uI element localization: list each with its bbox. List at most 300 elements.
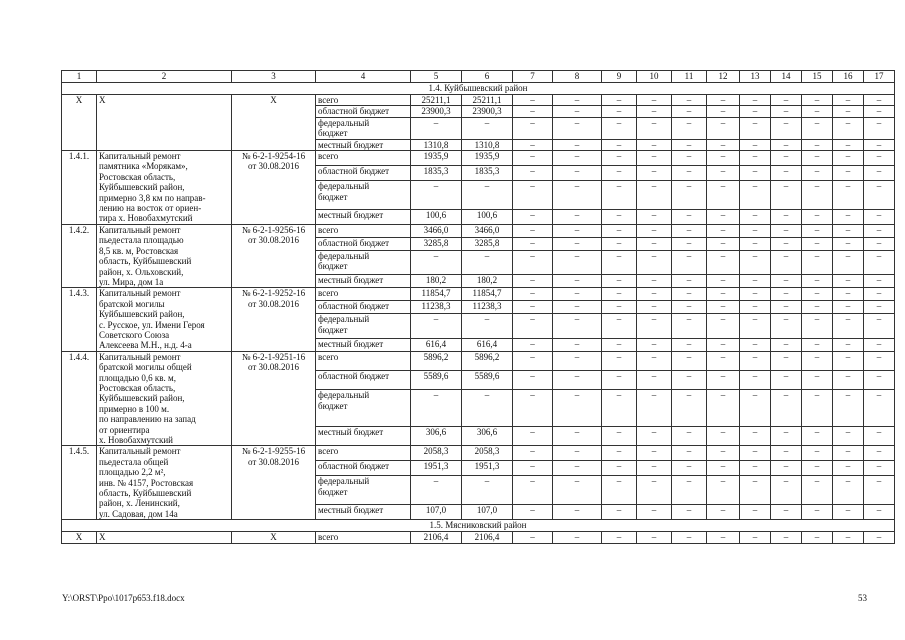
empty-value: –	[771, 151, 802, 166]
empty-value: –	[637, 117, 672, 139]
year-value: –	[462, 476, 513, 505]
empty-value: –	[672, 351, 707, 370]
column-number: 6	[462, 71, 513, 83]
empty-value: –	[802, 275, 833, 288]
empty-value: –	[513, 288, 553, 301]
work-item-name: Капитальный ремонт братской могилы Куйбышевский район, с. Русское, ул. Имени Героя Советского Союза Алексеева М.Н., н.д. 4-а	[97, 288, 232, 351]
table-row	[62, 95, 895, 106]
empty-value: –	[833, 390, 864, 427]
year-value: 2106,4	[462, 532, 513, 543]
empty-value: –	[833, 224, 864, 237]
empty-value: –	[707, 224, 740, 237]
empty-value: –	[771, 237, 802, 250]
empty-value: –	[864, 288, 895, 301]
empty-value: –	[740, 351, 771, 370]
empty-value: –	[602, 314, 637, 339]
empty-value: –	[802, 95, 833, 106]
empty-value: –	[707, 139, 740, 150]
empty-value: –	[707, 95, 740, 106]
empty-value: –	[637, 95, 672, 106]
column-number: 10	[637, 71, 672, 83]
empty-value: –	[637, 275, 672, 288]
empty-value: –	[802, 106, 833, 117]
empty-value: –	[602, 237, 637, 250]
year-value: –	[462, 181, 513, 210]
empty-value: –	[553, 139, 602, 150]
empty-value: –	[740, 338, 771, 351]
funding-source: областной бюджет	[316, 106, 411, 117]
funding-source: областной бюджет	[316, 461, 411, 476]
empty-value: –	[672, 314, 707, 339]
total-value: 1835,3	[411, 166, 462, 181]
column-number: 7	[513, 71, 553, 83]
empty-value: –	[513, 314, 553, 339]
funding-source: всего	[316, 351, 411, 370]
total-value: –	[411, 390, 462, 427]
budget-table	[61, 70, 895, 544]
empty-value: –	[833, 461, 864, 476]
table-body	[62, 71, 895, 544]
empty-value: –	[637, 390, 672, 427]
total-value: 3285,8	[411, 237, 462, 250]
empty-value: –	[833, 117, 864, 139]
empty-value: –	[802, 117, 833, 139]
work-item-document: № 6-2-1-9255-16 от 30.08.2016	[232, 446, 316, 520]
empty-value: –	[513, 505, 553, 520]
funding-source: местный бюджет	[316, 275, 411, 288]
year-value: 1951,3	[462, 461, 513, 476]
empty-value: –	[802, 476, 833, 505]
empty-value: –	[602, 181, 637, 210]
table-row	[62, 288, 895, 301]
empty-value: –	[672, 275, 707, 288]
empty-value: –	[864, 390, 895, 427]
empty-value: –	[707, 461, 740, 476]
empty-value: –	[602, 351, 637, 370]
empty-value: –	[602, 532, 637, 543]
empty-value: –	[637, 351, 672, 370]
section-row	[62, 83, 895, 95]
empty-value: –	[802, 301, 833, 314]
empty-value: –	[553, 446, 602, 461]
column-number: 11	[672, 71, 707, 83]
empty-value: –	[602, 446, 637, 461]
empty-value: –	[833, 446, 864, 461]
work-item-number: 1.4.2.	[62, 224, 97, 287]
year-value: –	[462, 117, 513, 139]
empty-value: –	[833, 288, 864, 301]
empty-value: –	[740, 139, 771, 150]
empty-value: –	[740, 288, 771, 301]
funding-source: областной бюджет	[316, 237, 411, 250]
empty-value: –	[602, 505, 637, 520]
empty-value: –	[513, 338, 553, 351]
empty-value: –	[602, 224, 637, 237]
year-value: –	[462, 314, 513, 339]
empty-value: –	[740, 371, 771, 390]
total-value: –	[411, 476, 462, 505]
empty-value: –	[802, 371, 833, 390]
empty-value: –	[637, 461, 672, 476]
empty-value: –	[672, 338, 707, 351]
table-row	[62, 532, 895, 543]
empty-value: –	[513, 476, 553, 505]
empty-value: –	[740, 106, 771, 117]
empty-value: –	[771, 338, 802, 351]
empty-value: –	[833, 532, 864, 543]
empty-value: –	[802, 505, 833, 520]
empty-value: –	[740, 461, 771, 476]
empty-value: –	[864, 181, 895, 210]
empty-value: –	[833, 237, 864, 250]
year-value: 1835,3	[462, 166, 513, 181]
table-row	[62, 224, 895, 237]
empty-value: –	[672, 95, 707, 106]
empty-value: –	[513, 427, 553, 446]
empty-value: –	[513, 461, 553, 476]
empty-value: –	[672, 181, 707, 210]
total-value: 25211,1	[411, 95, 462, 106]
column-number: 15	[802, 71, 833, 83]
empty-value: –	[637, 371, 672, 390]
empty-value: –	[513, 371, 553, 390]
empty-value: –	[707, 390, 740, 427]
empty-value: –	[602, 209, 637, 224]
empty-value: –	[833, 476, 864, 505]
empty-value: –	[672, 476, 707, 505]
empty-value: –	[637, 446, 672, 461]
funding-source: местный бюджет	[316, 338, 411, 351]
empty-value: –	[833, 301, 864, 314]
empty-value: –	[833, 166, 864, 181]
empty-value: –	[802, 446, 833, 461]
empty-value: –	[553, 314, 602, 339]
empty-value: –	[513, 151, 553, 166]
empty-value: –	[513, 117, 553, 139]
empty-value: –	[707, 338, 740, 351]
funding-source: федеральный бюджет	[316, 117, 411, 139]
year-value: 1935,9	[462, 151, 513, 166]
empty-value: –	[802, 209, 833, 224]
empty-value: –	[864, 427, 895, 446]
empty-value: –	[553, 532, 602, 543]
funding-source: всего	[316, 288, 411, 301]
work-item-document: № 6-2-1-9256-16 от 30.08.2016	[232, 224, 316, 287]
empty-value: –	[864, 301, 895, 314]
section-title: 1.5. Мясниковский район	[62, 520, 895, 532]
section-total-number: Х	[62, 95, 97, 151]
year-value: 23900,3	[462, 106, 513, 117]
empty-value: –	[637, 476, 672, 505]
empty-value: –	[513, 181, 553, 210]
total-value: 306,6	[411, 427, 462, 446]
year-value: –	[462, 250, 513, 275]
work-item-document: № 6-2-1-9252-16 от 30.08.2016	[232, 288, 316, 351]
empty-value: –	[864, 338, 895, 351]
empty-value: –	[802, 427, 833, 446]
empty-value: –	[802, 288, 833, 301]
empty-value: –	[833, 95, 864, 106]
empty-value: –	[771, 314, 802, 339]
section-title: 1.4. Куйбышевский район	[62, 83, 895, 95]
empty-value: –	[740, 314, 771, 339]
empty-value: –	[513, 237, 553, 250]
empty-value: –	[637, 224, 672, 237]
empty-value: –	[602, 390, 637, 427]
empty-value: –	[602, 250, 637, 275]
total-value: 11854,7	[411, 288, 462, 301]
empty-value: –	[740, 224, 771, 237]
empty-value: –	[802, 314, 833, 339]
empty-value: –	[864, 95, 895, 106]
empty-value: –	[740, 166, 771, 181]
empty-value: –	[771, 532, 802, 543]
work-item-number: 1.4.3.	[62, 288, 97, 351]
empty-value: –	[833, 371, 864, 390]
empty-value: –	[637, 288, 672, 301]
year-value: 25211,1	[462, 95, 513, 106]
section-total-document: Х	[232, 95, 316, 151]
empty-value: –	[740, 476, 771, 505]
empty-value: –	[864, 461, 895, 476]
year-value: 616,4	[462, 338, 513, 351]
empty-value: –	[513, 95, 553, 106]
empty-value: –	[833, 338, 864, 351]
total-value: 616,4	[411, 338, 462, 351]
empty-value: –	[707, 250, 740, 275]
empty-value: –	[802, 338, 833, 351]
empty-value: –	[637, 237, 672, 250]
empty-value: –	[602, 275, 637, 288]
empty-value: –	[771, 250, 802, 275]
total-value: 107,0	[411, 505, 462, 520]
empty-value: –	[740, 151, 771, 166]
empty-value: –	[802, 461, 833, 476]
empty-value: –	[864, 446, 895, 461]
column-number: 8	[553, 71, 602, 83]
empty-value: –	[602, 139, 637, 150]
work-item-number: 1.4.5.	[62, 446, 97, 520]
empty-value: –	[864, 237, 895, 250]
empty-value: –	[864, 151, 895, 166]
empty-value: –	[771, 301, 802, 314]
empty-value: –	[707, 371, 740, 390]
empty-value: –	[802, 151, 833, 166]
empty-value: –	[864, 166, 895, 181]
empty-value: –	[513, 532, 553, 543]
empty-value: –	[553, 106, 602, 117]
empty-value: –	[672, 288, 707, 301]
empty-value: –	[602, 461, 637, 476]
empty-value: –	[740, 446, 771, 461]
empty-value: –	[771, 446, 802, 461]
empty-value: –	[707, 275, 740, 288]
empty-value: –	[513, 250, 553, 275]
work-item-number: 1.4.4.	[62, 351, 97, 446]
funding-source: областной бюджет	[316, 371, 411, 390]
year-value: 180,2	[462, 275, 513, 288]
empty-value: –	[672, 117, 707, 139]
work-item-name: Капитальный ремонт памятника «Морякам», Ростовская область, Куйбышевский район, примерно 3,8 км по направ- лению на восток от ориен- тира х. Новобахмутский	[97, 151, 232, 225]
empty-value: –	[771, 371, 802, 390]
empty-value: –	[602, 106, 637, 117]
empty-value: –	[602, 427, 637, 446]
empty-value: –	[637, 166, 672, 181]
empty-value: –	[707, 106, 740, 117]
empty-value: –	[637, 505, 672, 520]
empty-value: –	[707, 427, 740, 446]
empty-value: –	[771, 505, 802, 520]
total-value: 23900,3	[411, 106, 462, 117]
empty-value: –	[553, 117, 602, 139]
empty-value: –	[637, 106, 672, 117]
funding-source: местный бюджет	[316, 427, 411, 446]
work-item-name: Капитальный ремонт братской могилы общей площадью 0,6 кв. м, Ростовская область, Куйбышевский район, примерно в 100 м. по направлению на запад от ориентира х. Новобахмутский	[97, 351, 232, 446]
empty-value: –	[802, 390, 833, 427]
empty-value: –	[553, 301, 602, 314]
empty-value: –	[771, 166, 802, 181]
empty-value: –	[740, 250, 771, 275]
empty-value: –	[672, 237, 707, 250]
empty-value: –	[802, 532, 833, 543]
empty-value: –	[802, 237, 833, 250]
empty-value: –	[771, 275, 802, 288]
total-value: –	[411, 314, 462, 339]
year-value: 2058,3	[462, 446, 513, 461]
empty-value: –	[771, 106, 802, 117]
empty-value: –	[602, 338, 637, 351]
empty-value: –	[553, 461, 602, 476]
work-item-name: Капитальный ремонт пьедестала общей площадью 2,2 м², инв. № 4157, Ростовская область, Куйбышевский район, х. Ленинский, ул. Садовая, дом 14а	[97, 446, 232, 520]
empty-value: –	[707, 166, 740, 181]
empty-value: –	[637, 151, 672, 166]
year-value: 11854,7	[462, 288, 513, 301]
empty-value: –	[602, 476, 637, 505]
column-number: 4	[316, 71, 411, 83]
empty-value: –	[771, 476, 802, 505]
empty-value: –	[864, 371, 895, 390]
empty-value: –	[707, 151, 740, 166]
table-row	[62, 351, 895, 370]
empty-value: –	[672, 461, 707, 476]
funding-source: всего	[316, 224, 411, 237]
section-total-name: Х	[97, 532, 232, 543]
empty-value: –	[553, 288, 602, 301]
empty-value: –	[553, 390, 602, 427]
funding-source: областной бюджет	[316, 301, 411, 314]
empty-value: –	[553, 476, 602, 505]
empty-value: –	[707, 209, 740, 224]
year-value: 5896,2	[462, 351, 513, 370]
empty-value: –	[833, 151, 864, 166]
work-item-document: № 6-2-1-9251-16 от 30.08.2016	[232, 351, 316, 446]
empty-value: –	[833, 106, 864, 117]
empty-value: –	[672, 390, 707, 427]
empty-value: –	[707, 476, 740, 505]
section-total-document: Х	[232, 532, 316, 543]
total-value: 3466,0	[411, 224, 462, 237]
empty-value: –	[637, 209, 672, 224]
empty-value: –	[864, 532, 895, 543]
work-item-number: 1.4.1.	[62, 151, 97, 225]
funding-source: всего	[316, 446, 411, 461]
empty-value: –	[707, 505, 740, 520]
empty-value: –	[771, 209, 802, 224]
empty-value: –	[771, 288, 802, 301]
empty-value: –	[771, 139, 802, 150]
empty-value: –	[864, 314, 895, 339]
total-value: 5589,6	[411, 371, 462, 390]
empty-value: –	[672, 301, 707, 314]
section-total-number: Х	[62, 532, 97, 543]
empty-value: –	[602, 301, 637, 314]
empty-value: –	[553, 209, 602, 224]
empty-value: –	[802, 224, 833, 237]
empty-value: –	[864, 250, 895, 275]
table-row	[62, 446, 895, 461]
empty-value: –	[513, 275, 553, 288]
funding-source: всего	[316, 95, 411, 106]
empty-value: –	[771, 224, 802, 237]
empty-value: –	[864, 224, 895, 237]
empty-value: –	[833, 139, 864, 150]
empty-value: –	[740, 427, 771, 446]
empty-value: –	[833, 181, 864, 210]
empty-value: –	[637, 532, 672, 543]
funding-source: федеральный бюджет	[316, 314, 411, 339]
funding-source: федеральный бюджет	[316, 476, 411, 505]
empty-value: –	[864, 209, 895, 224]
section-row	[62, 520, 895, 532]
empty-value: –	[802, 250, 833, 275]
empty-value: –	[802, 181, 833, 210]
empty-value: –	[513, 224, 553, 237]
empty-value: –	[637, 314, 672, 339]
funding-source: федеральный бюджет	[316, 181, 411, 210]
empty-value: –	[513, 351, 553, 370]
empty-value: –	[553, 224, 602, 237]
empty-value: –	[740, 532, 771, 543]
year-value: 306,6	[462, 427, 513, 446]
empty-value: –	[553, 151, 602, 166]
empty-value: –	[602, 151, 637, 166]
empty-value: –	[513, 390, 553, 427]
empty-value: –	[672, 106, 707, 117]
year-value: 5589,6	[462, 371, 513, 390]
empty-value: –	[637, 301, 672, 314]
column-number: 9	[602, 71, 637, 83]
empty-value: –	[771, 117, 802, 139]
table-row	[62, 151, 895, 166]
empty-value: –	[707, 314, 740, 339]
empty-value: –	[513, 166, 553, 181]
empty-value: –	[707, 446, 740, 461]
empty-value: –	[802, 166, 833, 181]
empty-value: –	[672, 532, 707, 543]
empty-value: –	[602, 117, 637, 139]
empty-value: –	[802, 351, 833, 370]
empty-value: –	[672, 166, 707, 181]
empty-value: –	[740, 301, 771, 314]
empty-value: –	[553, 275, 602, 288]
empty-value: –	[513, 301, 553, 314]
empty-value: –	[672, 446, 707, 461]
empty-value: –	[553, 250, 602, 275]
funding-source: местный бюджет	[316, 505, 411, 520]
empty-value: –	[553, 181, 602, 210]
empty-value: –	[637, 181, 672, 210]
column-number: 3	[232, 71, 316, 83]
